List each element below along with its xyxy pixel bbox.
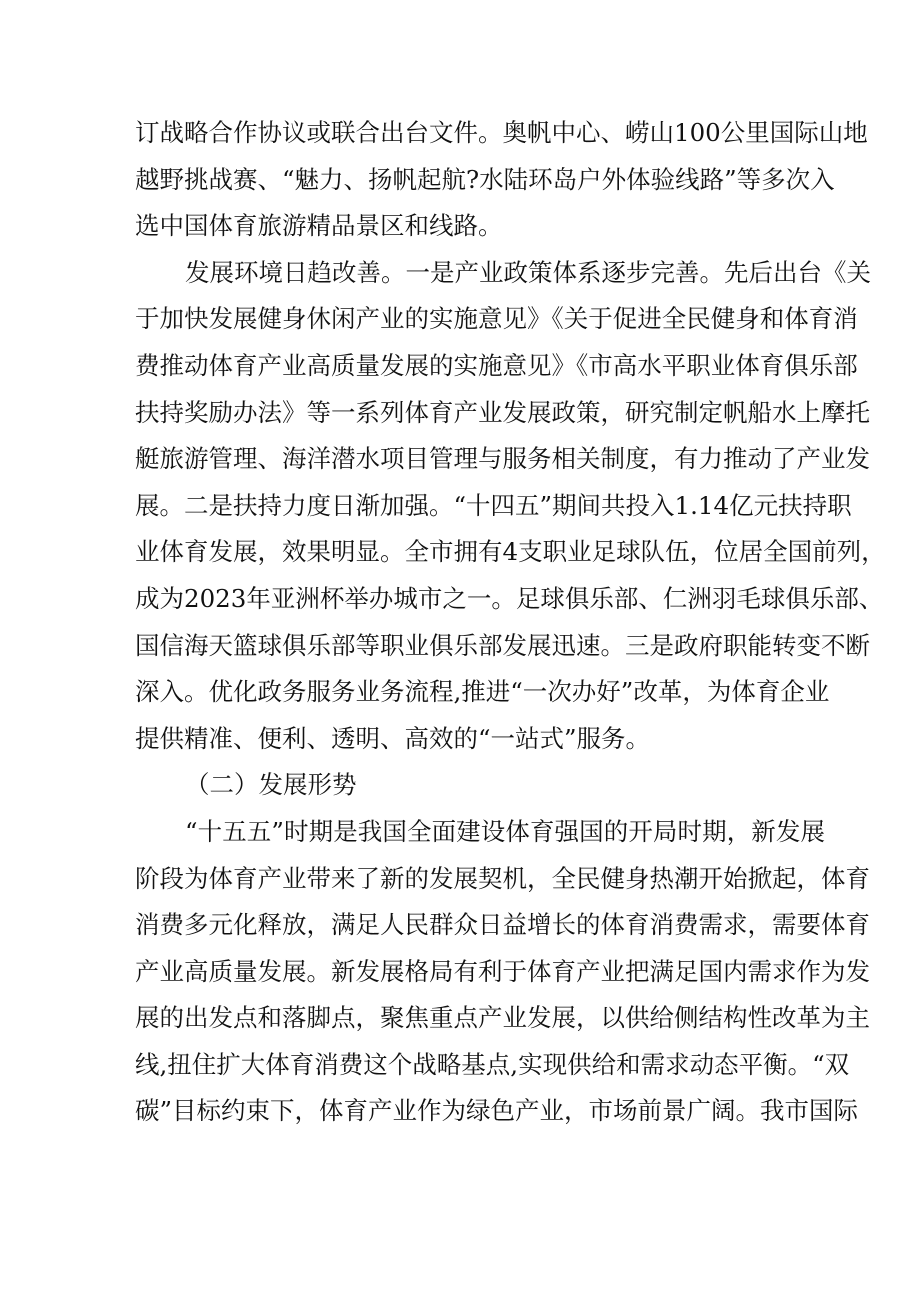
text-line-19: 产业高质量发展。新发展格局有利于体育产业把满足国内需求作为发: [135, 956, 870, 986]
text-line-12: 国信海天篮球俱乐部等职业俱乐部发展迅速。三是政府职能转变不断: [135, 630, 870, 660]
text-line-13: 深入。优化政务服务业务流程,推进“一次办好”改革，为体育企业: [135, 677, 830, 707]
text-line-6: 费推动体育产业高质量发展的实施意见》《市高水平职业体育俱乐部: [135, 350, 858, 380]
text-line-5: 于加快发展健身休闲产业的实施意见》《关于促进全民健身和体育消: [135, 304, 858, 334]
text-line-20: 展的出发点和落脚点，聚焦重点产业发展，以供给侧结构性改革为主: [135, 1003, 870, 1033]
document-body: [135, 110, 886, 1135]
text-line-8: 艇旅游管理、海洋潜水项目管理与服务相关制度，有力推动了产业发: [135, 444, 870, 474]
text-line-17: 阶段为体育产业带来了新的发展契机，全民健身热潮开始掀起，体育: [135, 863, 870, 893]
section-heading: （二）发展形势: [185, 770, 357, 800]
text-line-1: 订战略合作协议或联合出台文件。奥帆中心、崂山100公里国际山地: [135, 118, 868, 147]
paragraph-start-development-situation: “十五五”时期是我国全面建设体育强国的开局时期，新发展: [185, 816, 825, 846]
text-line-10: 业体育发展，效果明显。全市拥有4支职业足球队伍，位居全国前列，: [135, 537, 886, 567]
text-line-2: 越野挑战赛、“魅力、扬帆起航?水陆环岛户外体验线路”等多次入: [135, 164, 835, 194]
text-line-3: 选中国体育旅游精品景区和线路。: [135, 211, 503, 241]
text-line-11: 成为2023年亚洲杯举办城市之一。足球俱乐部、仁洲羽毛球俱乐部、: [135, 583, 884, 613]
text-line-22: 碳”目标约束下，体育产业作为绿色产业，市场前景广阔。我市国际: [135, 1096, 859, 1126]
text-line-14: 提供精准、便利、透明、高效的“一站式”服务。: [135, 723, 651, 753]
text-line-9: 展。二是扶持力度日渐加强。“十四五”期间共投入1.14亿元扶持职: [135, 490, 852, 520]
text-line-7: 扶持奖励办法》等一系列体育产业发展政策，研究制定帆船水上摩托: [135, 397, 870, 427]
text-line-18: 消费多元化释放，满足人民群众日益增长的体育消费需求，需要体育: [135, 910, 870, 940]
paragraph-start-development-environment: 发展环境日趋改善。一是产业政策体系逐步完善。先后出台《关: [185, 257, 871, 287]
text-line-21: 线,扭住扩大体育消费这个战略基点,实现供给和需求动态平衡。“双: [135, 1049, 850, 1079]
